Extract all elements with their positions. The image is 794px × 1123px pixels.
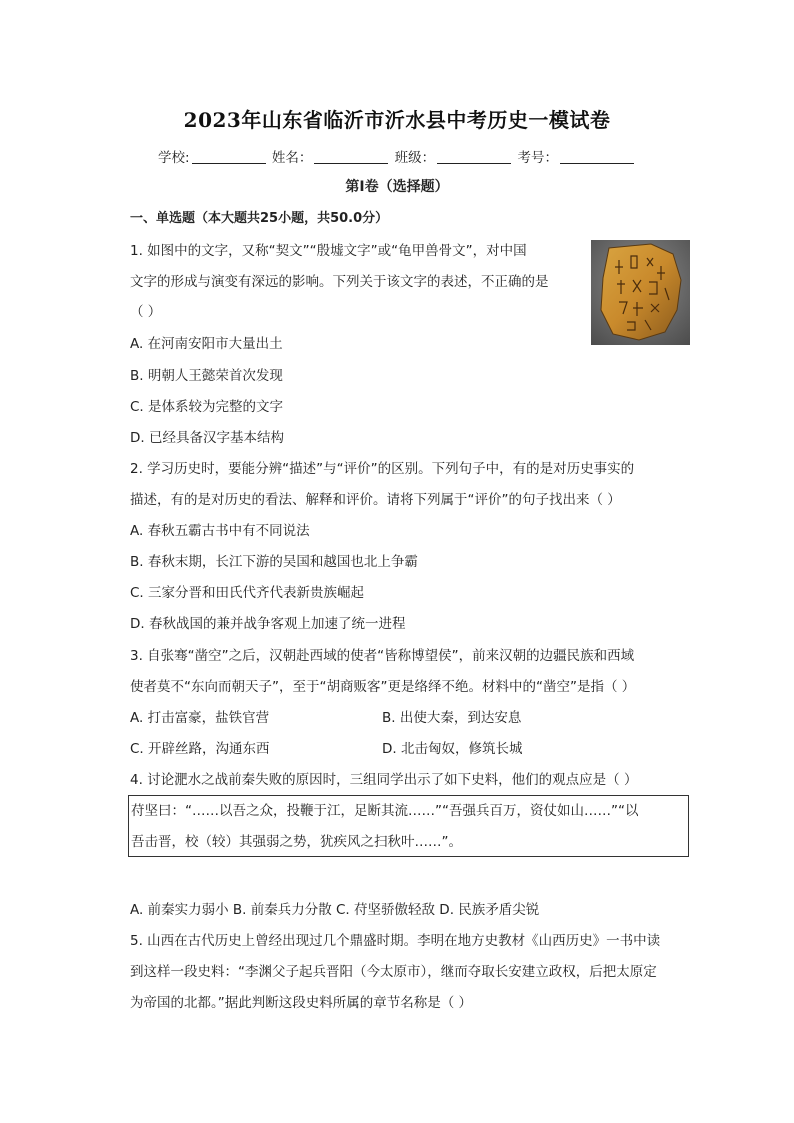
exam-title: 2023年山东省临沂市沂水县中考历史一模试卷 (183, 108, 611, 132)
q5-stem-line2: 到这样一段史料：“李渊父子起兵晋阳（今太原市），继而夺取长安建立政权，后把太原定 (130, 964, 657, 980)
q5-stem-line1: 5. 山西在古代历史上曾经出现过几个鼎盛时期。李明在地方史教材《山西历史》一书中读 (130, 933, 661, 949)
q3-option-c: C. 开辟丝路，沟通东西 (130, 741, 270, 757)
oracle-bone-illustration (591, 240, 690, 345)
q3-option-b: B. 出使大秦，到达安息 (382, 710, 522, 726)
section-title: 一、单选题（本大题共25小题，共50.0分） (130, 211, 389, 226)
q2-stem-line2: 描述，有的是对历史的看法、解释和评价。请将下列属于“评价”的句子找出来（ ） (130, 492, 621, 508)
school-label: 学校: (158, 150, 190, 166)
q2-stem-line1: 2. 学习历史时，要能分辨“描述”与“评价”的区别。下列句子中，有的是对历史事实的 (130, 461, 635, 477)
class-label: 班级： (394, 150, 436, 166)
q4-source-box (128, 795, 689, 857)
q1-option-c: C. 是体系较为完整的文字 (130, 399, 284, 415)
q2-option-b: B. 春秋末期，长江下游的吴国和越国也北上争霸 (130, 554, 418, 570)
q3-option-d: D. 北击匈奴，修筑长城 (382, 741, 523, 757)
name-label: 姓名： (271, 150, 313, 166)
q1-option-d: D. 已经具备汉字基本结构 (130, 430, 284, 446)
q2-option-a: A. 春秋五霸古书中有不同说法 (130, 523, 310, 539)
q4-options: A. 前秦实力弱小 B. 前秦兵力分散 C. 苻坚骄傲轻敌 D. 民族矛盾尖锐 (130, 902, 540, 918)
q5-stem-line3: 为帝国的北都。”据此判断这段史料所属的章节名称是（ ） (130, 995, 473, 1011)
class-blank (437, 149, 511, 164)
part-title: 第I卷（选择题） (345, 179, 449, 195)
q2-option-c: C. 三家分晋和田氏代齐代表新贵族崛起 (130, 585, 365, 601)
q3-stem-line1: 3. 自张骞“凿空”之后，汉朝赴西域的使者“皆称博望侯”，前来汉朝的边疆民族和西域 (130, 648, 635, 664)
name-blank (314, 149, 388, 164)
q1-option-b: B. 明朝人王懿荣首次发现 (130, 368, 283, 384)
oracle-bone-image (591, 240, 690, 345)
q1-stem-line1: 1. 如图中的文字，又称“契文”“殷墟文字”或“龟甲兽骨文”，对中国 (130, 243, 527, 259)
exam-number-blank (560, 149, 634, 164)
student-info-row (0, 146, 794, 166)
q1-stem-line2: 文字的形成与演变有深远的影响。下列关于该文字的表述，不正确的是 (130, 274, 549, 290)
q3-stem-line2: 使者莫不“东向而朝天子”，至于“胡商贩客”更是络绎不绝。材料中的“凿空”是指（ ） (130, 679, 636, 695)
q4-source-line2: 吾击晋，校（较）其强弱之势，犹疾风之扫秋叶……”。 (131, 834, 462, 850)
q4-stem-line1: 4. 讨论淝水之战前秦失败的原因时，三组同学出示了如下史料，他们的观点应是（ ） (130, 772, 638, 788)
q1-option-a: A. 在河南安阳市大量出土 (130, 336, 283, 352)
q4-source-line1: 苻坚曰：“……以吾之众，投鞭于江，足断其流……”“吾强兵百万，资仗如山……”“以 (131, 803, 639, 819)
q2-option-d: D. 春秋战国的兼并战争客观上加速了统一进程 (130, 616, 406, 632)
q3-option-a: A. 打击富豪，盐铁官营 (130, 710, 270, 726)
q1-stem-line3: （ ） (130, 304, 162, 320)
school-blank (192, 149, 266, 164)
exam-number-label: 考号： (517, 150, 558, 166)
